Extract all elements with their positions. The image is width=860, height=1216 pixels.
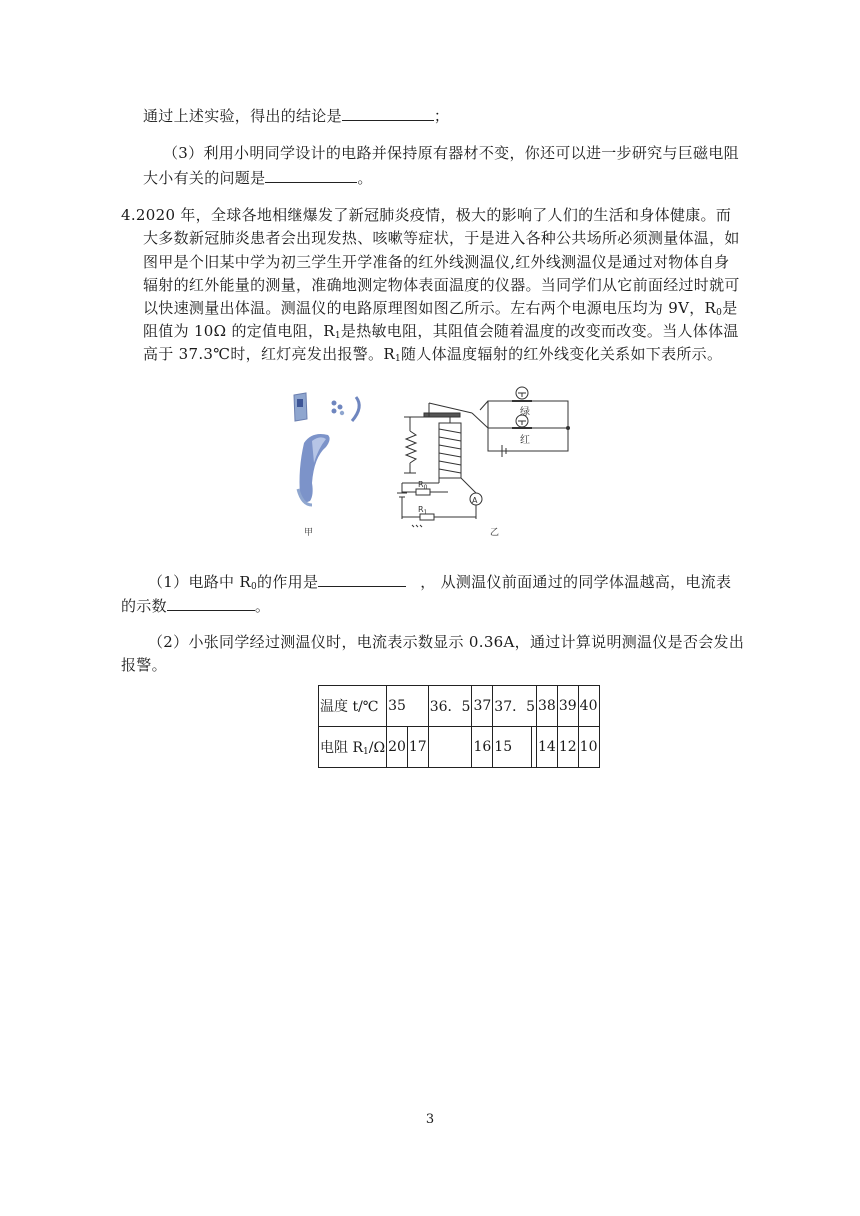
ammeter-label: A — [472, 496, 478, 505]
row2-header: 电阻 $R_1/\Omega$ — [319, 727, 387, 768]
table-cell: 17 — [407, 727, 428, 768]
table-cell: 37．5 — [493, 686, 537, 727]
thermometer-figure — [282, 383, 582, 543]
q4-line4: 辐射的红外能量的测量，准确地测定物体表面温度的仪器。当同学们从它前面经过时就可 — [143, 276, 740, 294]
row1-header: 温度 t/℃ — [319, 686, 387, 727]
q4-line6: 阻值为 10Ω 的定值电阻，$R_1$是热敏电阻，其阻值会随着温度的改变而改变。当人体体温 — [143, 322, 739, 341]
sub3-line2: 大小有关的问题是 。 — [143, 166, 373, 188]
q4-line3: 图甲是个旧某中学为初三学生开学准备的红外线测温仪,红外线测温仪是通过对物体自身 — [143, 253, 730, 271]
q4-line5: 以快速测量出体温。测温仪的电路原理图如图乙所示。左右两个电源电压均为 9V，$R_0$是 — [143, 299, 738, 318]
r0-label: $R_0$ — [418, 480, 428, 491]
table-row — [319, 686, 600, 727]
q4-line1: 4.2020 年，全球各地相继爆发了新冠肺炎疫情，极大的影响了人们的生活和身体健康。而 — [121, 206, 732, 224]
sub3-line1: （3）利用小明同学设计的电路并保持原有器材不变，你还可以进一步研究与巨磁电阻 — [163, 144, 739, 162]
table-cell: 14 — [537, 727, 558, 768]
table-cell: 39 — [557, 686, 578, 727]
thermometer-gun-image — [294, 393, 359, 538]
table-cell: 10 — [578, 727, 599, 768]
table-cell: 35 — [387, 686, 429, 727]
sub1-line1: （1）电路中 $R_0$的作用是 ， 从测温仪前面通过的同学体温越高，电流表 — [148, 570, 731, 597]
r1-label: $R_1$ — [418, 505, 428, 516]
sub2-line2: 报警。 — [121, 656, 167, 674]
answer-blank[interactable] — [342, 104, 434, 121]
figure-svg — [282, 383, 582, 543]
answer-blank[interactable] — [318, 570, 406, 587]
table-row — [319, 727, 600, 768]
red-lamp-label: 红 — [520, 435, 530, 446]
answer-blank[interactable] — [167, 594, 255, 611]
sub1-line2: 的示数 。 — [121, 594, 270, 616]
sub2-line1: （2）小张同学经过测温仪时，电流表示数显示 0.36A，通过计算说明测温仪是否会发出 — [148, 633, 745, 651]
table-cell — [428, 727, 472, 768]
table-cell: 15 — [493, 727, 531, 768]
table-cell: 40 — [578, 686, 599, 727]
table-cell: 12 — [557, 727, 578, 768]
page-number: 3 — [425, 1112, 435, 1127]
label-yi: 乙 — [490, 528, 500, 538]
temperature-resistance-table — [318, 685, 600, 768]
table-cell: 36．5 — [428, 686, 472, 727]
conclusion-line: 通过上述实验，得出的结论是 ； — [143, 104, 449, 126]
green-lamp-label: 绿 — [520, 407, 530, 418]
table-cell: 37 — [472, 686, 493, 727]
table-cell: 16 — [472, 727, 493, 768]
q4-line2: 大多数新冠肺炎患者会出现发热、咳嗽等症状，于是进入各种公共场所必须测量体温，如 — [143, 229, 740, 247]
table-cell: 20 — [387, 727, 408, 768]
table-cell: 38 — [537, 686, 558, 727]
q4-line7: 高于 37.3℃时，红灯亮发出报警。$R_1$随人体温度辐射的红外线变化关系如下表所示。 — [143, 345, 723, 364]
svg-text:甲: 甲 — [304, 528, 314, 538]
answer-blank[interactable] — [265, 166, 357, 183]
